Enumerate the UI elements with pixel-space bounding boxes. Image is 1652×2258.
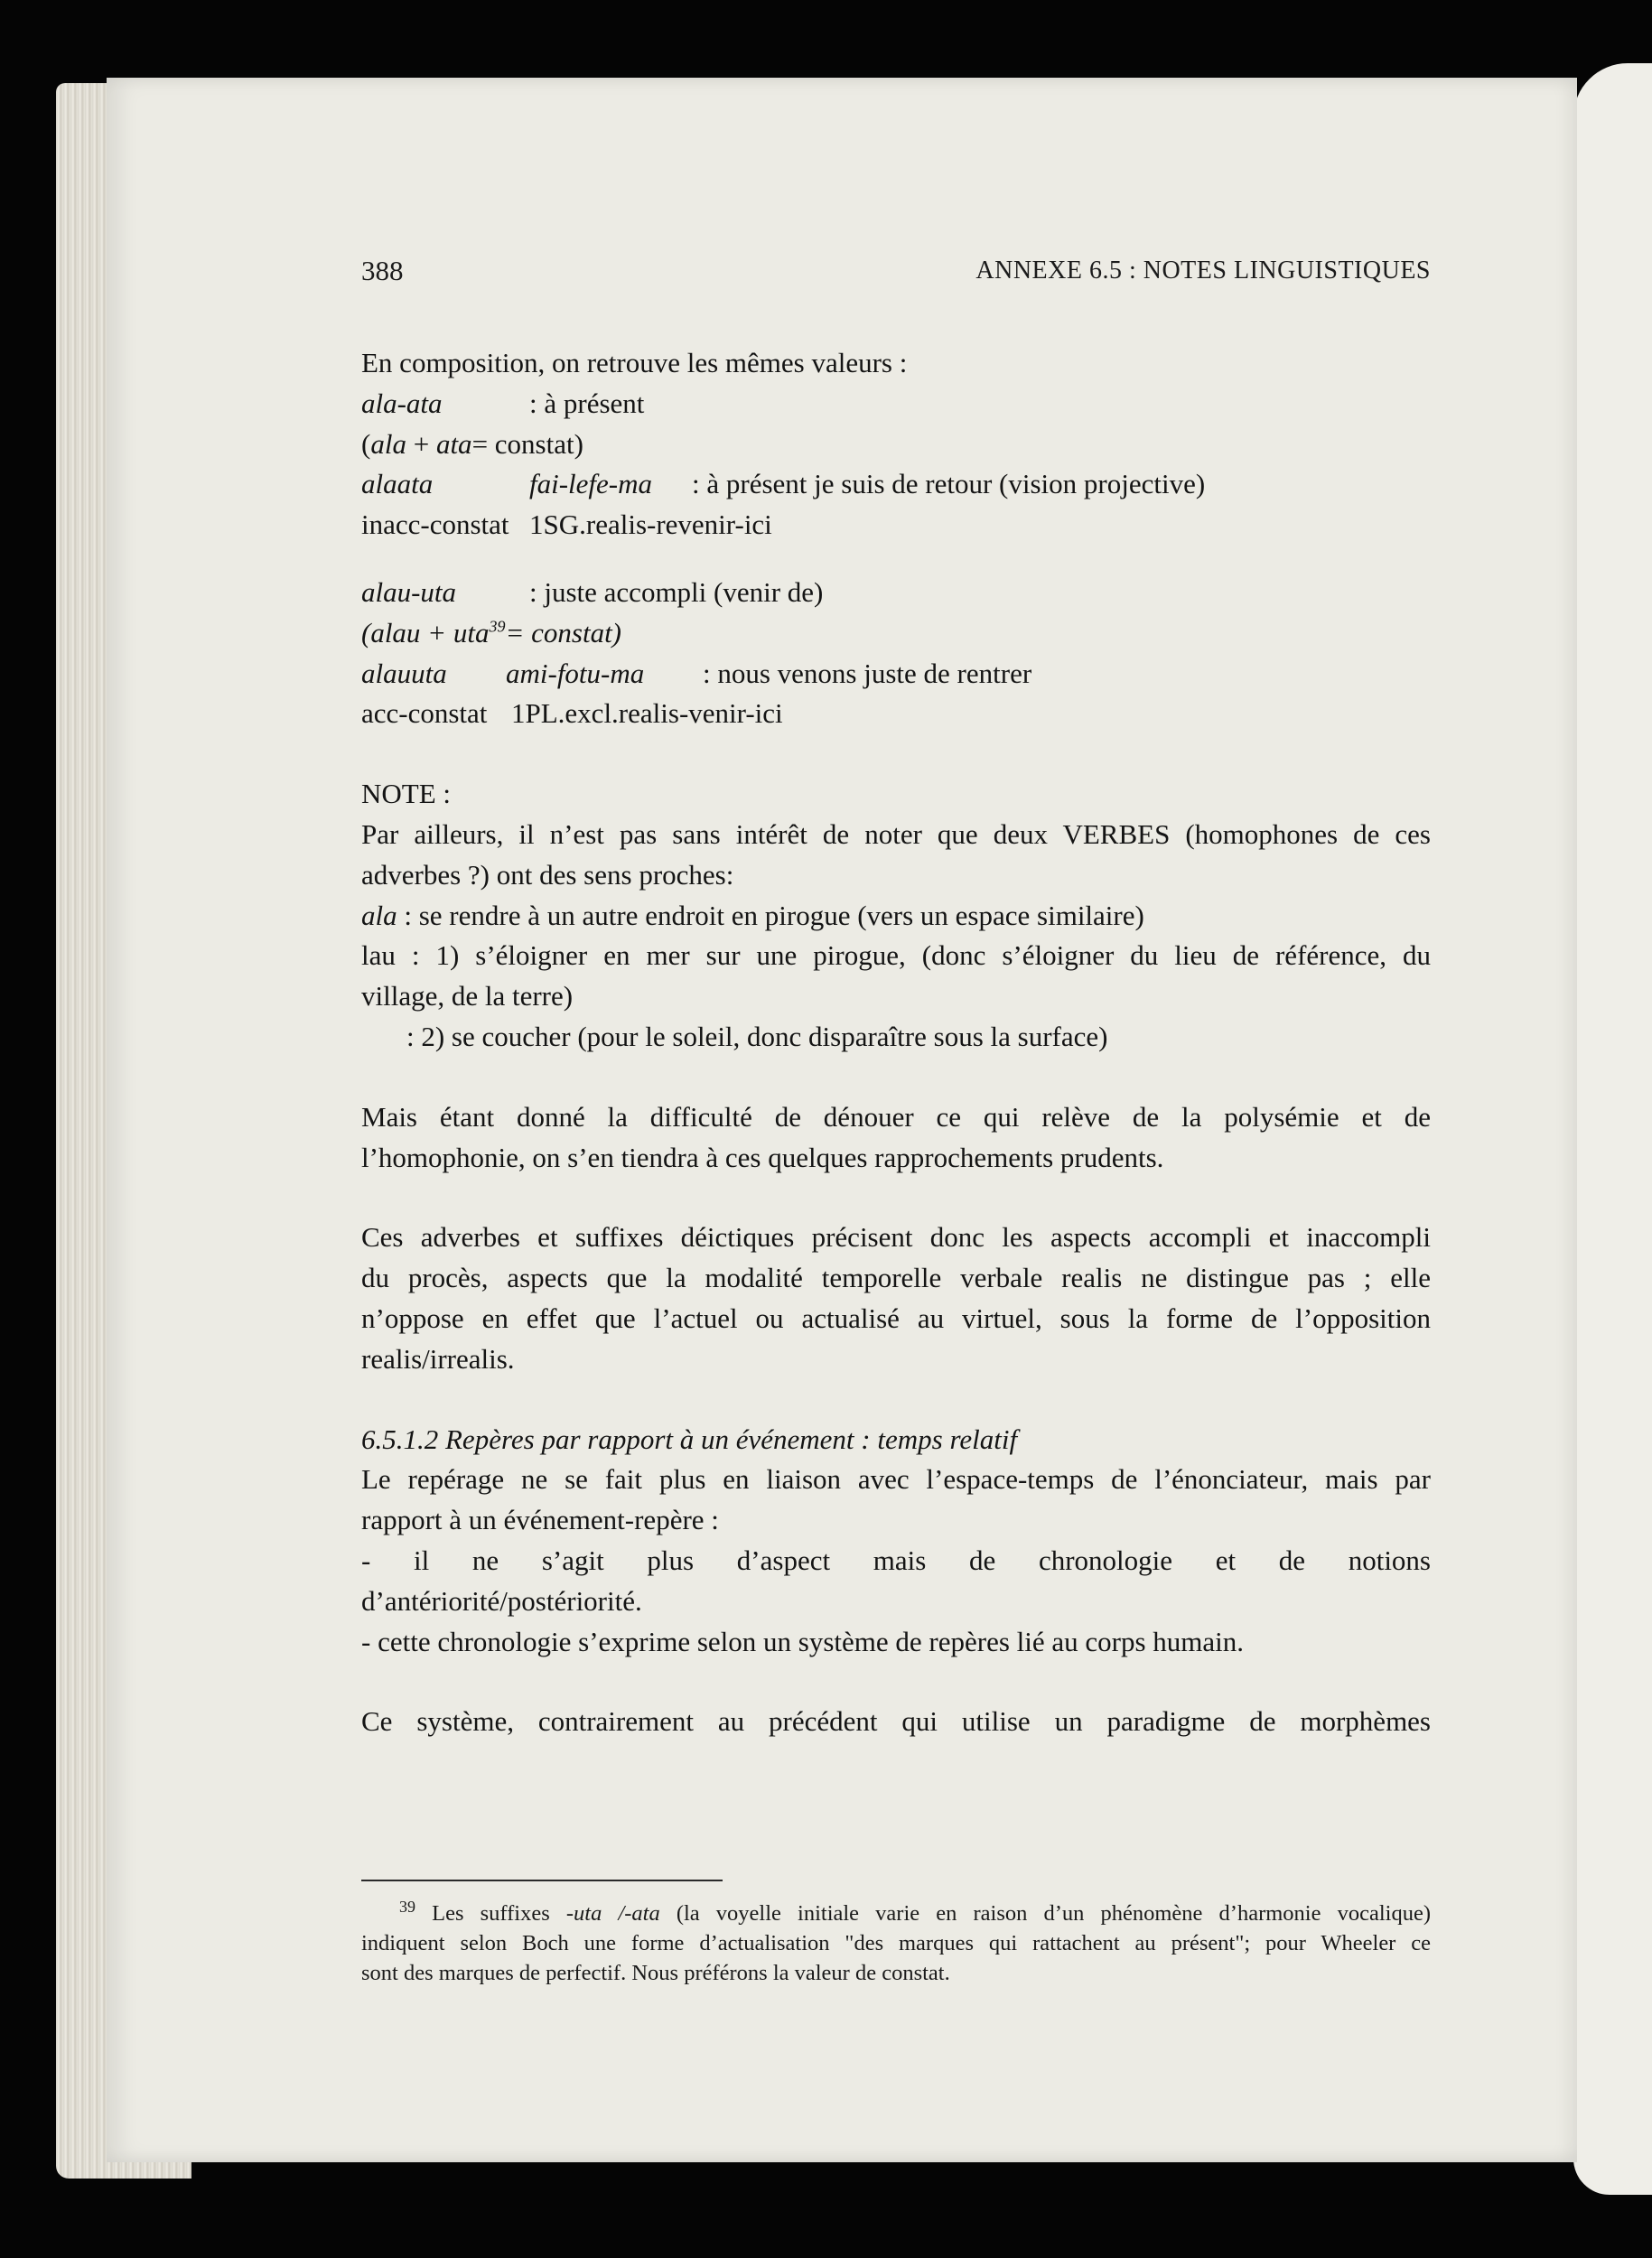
text-line: n’oppose en effet que l’actuel ou actualisé au virtuel, sous la forme de l’opposition [361, 1302, 1431, 1334]
text-line: Ce système, contrairement au précédent qui utilise un paradigme de morphèmes [361, 1705, 1431, 1738]
footnote-line: indiquent selon Boch une forme d’actualisation "des marques qui rattachent au présent"; pour Wheeler ce [361, 1931, 1431, 1955]
text-line: realis/irrealis. [361, 1342, 515, 1375]
example-gloss: = constat) [471, 427, 583, 460]
note-label: NOTE : [361, 778, 452, 810]
footnote-line: sont des marques de perfectif. Nous préférons la valeur de constat. [361, 1961, 950, 1985]
example-row [361, 384, 1431, 425]
text-line: Ces adverbes et suffixes déictiques précisent donc les aspects accompli et inaccompli [361, 1221, 1431, 1254]
example-word: alaata [361, 468, 434, 500]
example-row [361, 573, 1431, 613]
plus-sign: + [406, 427, 436, 460]
gloss-row [361, 694, 1431, 734]
footnote-text: (la voyelle initiale varie en raison d’un phénomène d’harmonie vocalique) [659, 1901, 1431, 1926]
text-line: - cette chronologie s’exprime selon un système de repères lié au corps humain. [361, 1625, 1245, 1657]
text-line: Le repérage ne se fait plus en liaison avec l’espace-temps de l’énonciateur, mais par [361, 1463, 1431, 1496]
example-row [361, 613, 1431, 654]
page-number: 388 [361, 255, 404, 286]
text-line: Par ailleurs, il n’est pas sans intérêt de noter que deux VERBES (homophones de ces [361, 817, 1431, 850]
gloss-row [361, 505, 1431, 546]
example-gloss: : juste accompli (venir de) [529, 575, 824, 608]
gloss: 1SG.realis-revenir-ici [529, 509, 772, 541]
example-row [361, 654, 1431, 695]
text-line: - il ne s’agit plus d’aspect mais de chronologie et de notions [361, 1544, 1431, 1576]
text-line: rapport à un événement-repère : [361, 1504, 719, 1536]
section-heading: 6.5.1.2 Repères par rapport à un événement : temps relatif [361, 1423, 1018, 1455]
example-word: alauuta [361, 657, 447, 689]
example-morpheme: ala [370, 427, 406, 460]
text-line: l’homophonie, on s’en tiendra à ces quelques rapprochements prudents. [361, 1141, 1164, 1173]
facing-page-edge [1573, 63, 1652, 2195]
paren: ( [361, 427, 371, 460]
gloss: 1PL.excl.realis-venir-ici [511, 697, 783, 730]
footnote-separator [361, 1880, 723, 1881]
example-morpheme: (alau + uta [361, 616, 490, 648]
text-line: du procès, aspects que la modalité temporelle verbale realis ne distingue pas ; elle [361, 1262, 1431, 1294]
footnote-number: 39 [399, 1897, 415, 1916]
text-line [361, 343, 1431, 384]
example-gloss: : à présent [529, 387, 645, 419]
footnote-line [361, 1899, 1431, 1928]
gloss: inacc-constat [361, 509, 509, 541]
text-line: Mais étant donné la difficulté de dénouer ce qui relève de la polysémie et de [361, 1100, 1431, 1133]
page-body [361, 343, 1431, 1742]
footnote-term: -uta /-ata [565, 1901, 660, 1926]
page-header [361, 255, 1431, 291]
footnote [361, 1899, 1431, 1988]
text-line: village, de la terre) [361, 980, 574, 1012]
example-verb: fai-lefe-ma [529, 468, 653, 500]
gloss: acc-constat [361, 697, 488, 730]
footnote-text: Les suffixes [415, 1901, 566, 1926]
example-translation: : nous venons juste de rentrer [703, 657, 1032, 689]
text-line: adverbes ?) ont des sens proches: [361, 858, 734, 891]
text-line [361, 896, 1431, 937]
text-line: lau : 1) s’éloigner en mer sur une pirogue, (donc s’éloigner du lieu de référence, du [361, 939, 1431, 972]
example-word: ala-ata [361, 387, 443, 419]
intro-sentence: En composition, on retrouve les mêmes valeurs : [361, 347, 908, 378]
example-word: alau-uta [361, 575, 457, 608]
example-translation: : à présent je suis de retour (vision projective) [692, 468, 1206, 500]
example-verb: ami-fotu-ma [506, 657, 645, 689]
term-ala: ala [361, 899, 397, 931]
example-gloss: = constat) [505, 616, 622, 648]
definition: : se rendre à un autre endroit en pirogue (vers un espace similaire) [397, 899, 1144, 931]
text-line: : 2) se coucher (pour le soleil, donc disparaître sous la surface) [406, 1020, 1108, 1052]
footnote-ref[interactable]: 39 [489, 617, 506, 636]
example-row [361, 464, 1431, 505]
example-morpheme: ata [435, 427, 472, 460]
text-line: d’antériorité/postériorité. [361, 1584, 642, 1617]
running-title: ANNEXE 6.5 : NOTES LINGUISTIQUES [975, 257, 1431, 285]
example-row [361, 425, 1431, 465]
